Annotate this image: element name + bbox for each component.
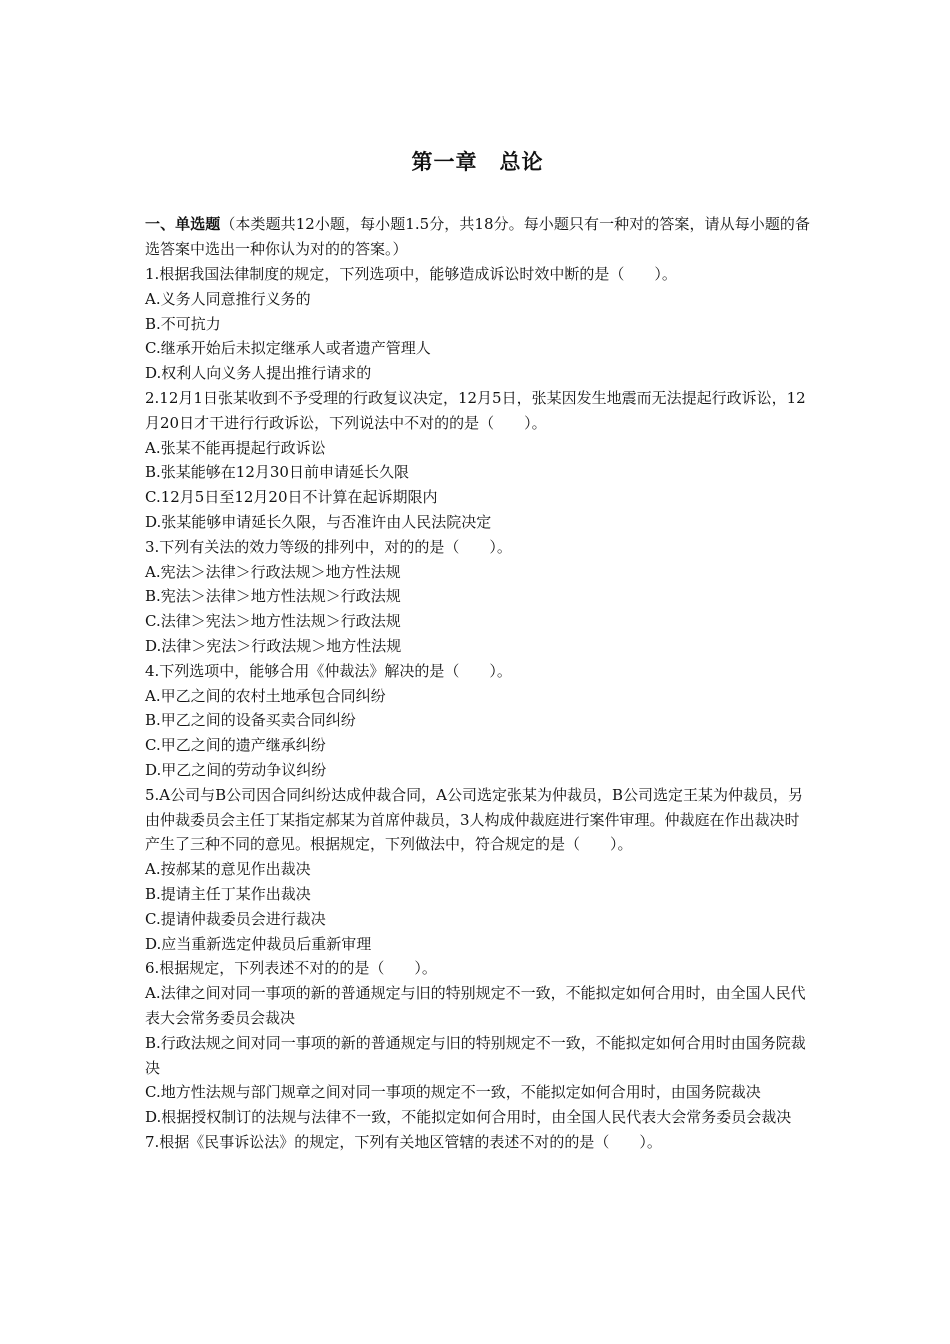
answer-option: A.法律之间对同一事项的新的普通规定与旧的特别规定不一致，不能拟定如何合用时，由全国人民代表大会常务委员会裁决 [145,984,806,1027]
question-stem: 3.下列有关法的效力等级的排列中，对的的是（ ）。 [145,537,512,556]
answer-option: B.宪法＞法律＞地方性法规＞行政法规 [145,587,401,606]
section-heading: 一、单选题 [145,215,221,233]
answer-option: C.提请仲裁委员会进行裁决 [145,909,326,928]
answer-option: D.根据授权制订的法规与法律不一致，不能拟定如何合用时，由全国人民代表大会常务委员会裁决 [145,1108,792,1127]
answer-option: C.甲乙之间的遗产继承纠纷 [145,736,326,755]
answer-option: C.继承开始后未拟定继承人或者遗产管理人 [145,339,431,358]
answer-option: B.不可抗力 [145,314,221,333]
answer-option: B.张某能够在12月30日前申请延长久限 [145,463,409,482]
answer-option: A.按郝某的意见作出裁决 [145,860,311,879]
chapter-title [145,140,810,184]
chapter-name: 总论 [499,149,544,174]
answer-option: A.义务人同意推行义务的 [145,289,311,308]
answer-option: B.提请主任丁某作出裁决 [145,884,311,903]
answer-option: A.张某不能再提起行政诉讼 [145,438,326,457]
answer-option: A.甲乙之间的农村土地承包合同纠纷 [145,686,386,705]
answer-option: C.地方性法规与部门规章之间对同一事项的规定不一致，不能拟定如何合用时，由国务院裁决 [145,1083,761,1102]
question-stem: 7.根据《民事诉讼法》的规定，下列有关地区管辖的表述不对的的是（ ）。 [145,1132,662,1151]
question-stem: 4.下列选项中，能够合用《仲裁法》解决的是（ ）。 [145,661,512,680]
answer-option: C.法律＞宪法＞地方性法规＞行政法规 [145,612,401,631]
answer-option: B.甲乙之间的设备买卖合同纠纷 [145,711,356,730]
question-stem: 1.根据我国法律制度的规定，下列选项中，能够造成诉讼时效中断的是（ ）。 [145,265,677,283]
answer-option: D.张某能够申请延长久限，与否准许由人民法院决定 [145,512,492,531]
answer-option: B.行政法规之间对同一事项的新的普通规定与旧的特别规定不一致，不能拟定如何合用时由国务院裁决 [145,1033,806,1077]
answer-option: D.应当重新选定仲裁员后重新审理 [145,934,372,953]
document-page [145,140,810,1155]
section-heading-block [145,212,810,262]
question-stem: 2.12月1日张某收到不予受理的行政复议决定，12月5日，张某因发生地震而无法提起行政诉讼，12月20日才干进行行政诉讼，下列说法中不对的的是（ ）。 [145,388,806,432]
answer-option: A.宪法＞法律＞行政法规＞地方性法规 [145,562,401,581]
chapter-number: 第一章 [411,149,478,174]
answer-option: C.12月5日至12月20日不计算在起诉期限内 [145,488,438,507]
question-stem: 6.根据规定，下列表述不对的的是（ ）。 [145,959,437,978]
answer-option: D.法律＞宪法＞行政法规＞地方性法规 [145,636,402,655]
answer-option: D.权利人向义务人提出推行请求的 [145,364,372,383]
question-stem: 5.A公司与B公司因合同纠纷达成仲裁合同，A公司选定张某为仲裁员，B公司选定王某为仲裁员，另由仲裁委员会主任丁某指定郝某为首席仲裁员，3人构成仲裁庭进行案件审理。仲裁庭在作出裁决时产生了三种不同的意见。根据规定，下列做法中，符合规定的是（ ）。 [145,785,804,854]
section-instructions: （本类题共12小题，每小题1.5分，共18分。每小题只有一种对的答案，请从每小题的备选答案中选出一种你认为对的的答案。） [145,215,810,258]
answer-option: D.甲乙之间的劳动争议纠纷 [145,760,327,779]
